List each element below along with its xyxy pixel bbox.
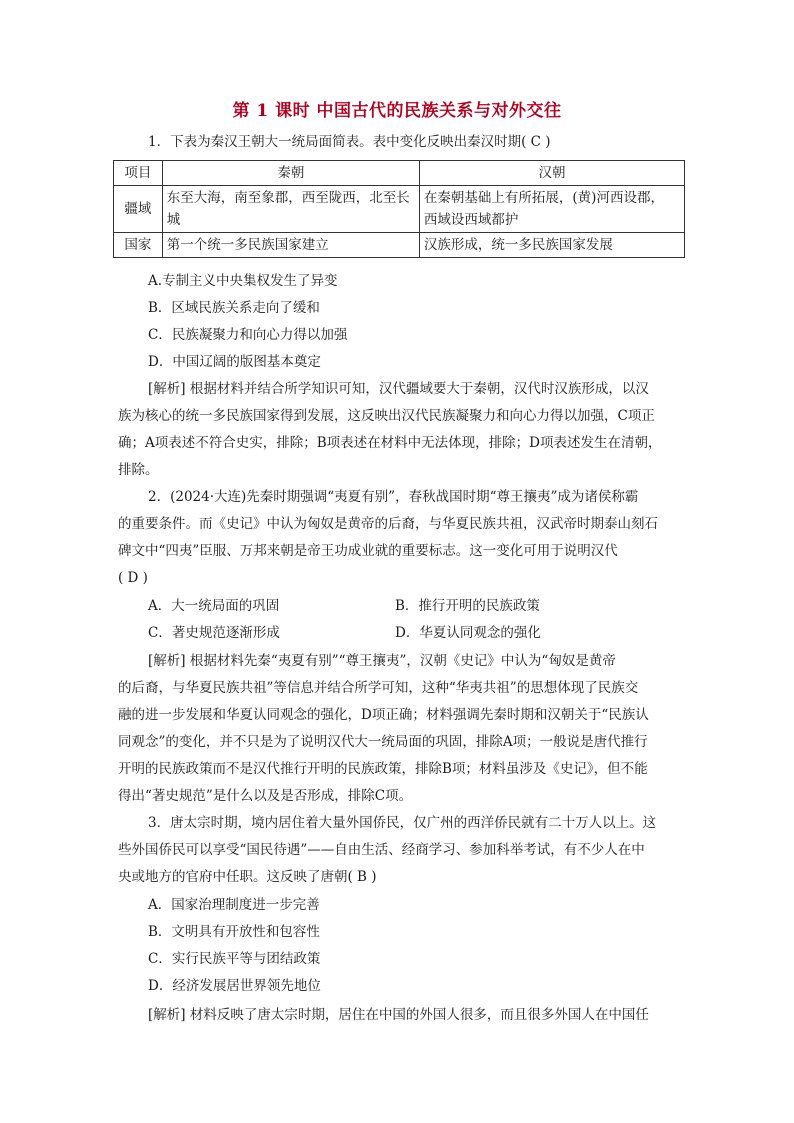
cell-line: 城 xyxy=(166,212,181,228)
cell-line: 汉族形成，统一多民族国家发展 xyxy=(423,237,613,253)
table-header-han: 汉朝 xyxy=(419,161,684,186)
table-row xyxy=(114,186,685,233)
lesson-title: 第 1 课时 中国古代的民族关系与对外交往 xyxy=(232,101,562,121)
q2-option-d: D．华夏认同观念的强化 xyxy=(395,625,541,641)
table-header-qin: 秦朝 xyxy=(162,161,419,186)
cell-line: 西域设西域都护 xyxy=(423,212,519,228)
q1-table xyxy=(113,160,685,258)
table-cell-qin xyxy=(162,186,419,233)
table-row xyxy=(114,233,685,258)
table-cell-han xyxy=(419,186,684,233)
q2-option-a: A．大一统局面的巩固 xyxy=(148,598,280,614)
table-cell-label: 国家 xyxy=(114,233,163,258)
table-cell-label: 疆域 xyxy=(114,186,163,233)
cell-line: 第一个统一多民族国家建立 xyxy=(166,237,329,253)
table-header-item: 项目 xyxy=(114,161,163,186)
cell-line: 在秦朝基础上有所拓展，(黄)河西设郡， xyxy=(423,190,664,206)
table-row xyxy=(114,161,685,186)
document-page: 第 1 课时 中国古代的民族关系与对外交往 1．下表为秦汉王朝大一统局面简表。表中变化反映出秦汉时期( C ) 项目 秦朝 汉朝 疆域 东至大海，南至象郡，西至陇西，北至长 城 在秦朝基础上有所拓展，(黄)河西设郡， 西域设西域都护 国家 第一个统一多民族国家建立 汉族形成，统一多民族国家发展 A.专制主义中央集权发生了异变 B．区域民族关系走向了缓和 C．民族凝聚力和向心力得以加强 D．中国辽阔的版图基本奠定 [解析] 根据材料并结合所学知识可知，汉代疆域要大于秦朝，汉代时汉族形成，以汉 族为核心的统一多民族国家得到发展，这反映出汉代民族凝聚力和向心力得以加强，C项正 确；A项表述不符合史实，排除；B项表述在材料中无法体现，排除；D项表述发生在清朝， 排除。 2．(2024·大连)先秦时期强调“夷夏有别”，春秋战国时期“尊王攘夷”成为诸侯称霸 的重要条件。而《史记》中认为匈奴是黄帝的后裔，与华夏民族共祖，汉武帝时期泰山刻石 碑文中“四夷”臣服、万邦来朝是帝王功成业就的重要标志。这一变化可用于说明汉代 ( D ) A．大一统局面的巩固 B．推行开明的民族政策 C．著史规范逐渐形成 D．华夏认同观念的强化 [解析] 根据材料先秦“夷夏有别”“尊王攘夷”，汉朝《史记》中认为“匈奴是黄帝 的后裔，与华夏民族共祖”等信息并结合所学可知，这种“华夷共祖”的思想体现了民族交 融的进一步发展和华夏认同观念的强化，D项正确；材料强调先秦时期和汉朝关于“民族认 同观念”的变化，并不只是为了说明汉代大一统局面的巩固，排除A项；一般说是唐代推行 开明的民族政策而不是汉代推行开明的民族政策，排除B项；材料虽涉及《史记》，但不能 得出“著史规范”是什么以及是否形成，排除C项。 3．唐太宗时期，境内居住着大量外国侨民，仅广州的西洋侨民就有二十万人以上。这 些外国侨民可以享受“国民待遇”——自由生活、经商学习、参加科举考试，有不少人在中 央或地方的官府中任职。这反映了唐朝( B ) A．国家治理制度进一步完善 B．文明具有开放性和包容性 C．实行民族平等与团结政策 D．经济发展居世界领先地位 [解析] 材料反映了唐太宗时期，居住在中国的外国人很多，而且很多外国人在中国任 xyxy=(0,0,794,1123)
q2-option-b: B．推行开明的民族政策 xyxy=(395,598,540,614)
q2-option-c: C．著史规范逐渐形成 xyxy=(148,625,280,641)
table-cell-han xyxy=(419,233,684,258)
table-cell-qin xyxy=(162,233,419,258)
cell-line: 东至大海，南至象郡，西至陇西，北至长 xyxy=(166,190,410,206)
